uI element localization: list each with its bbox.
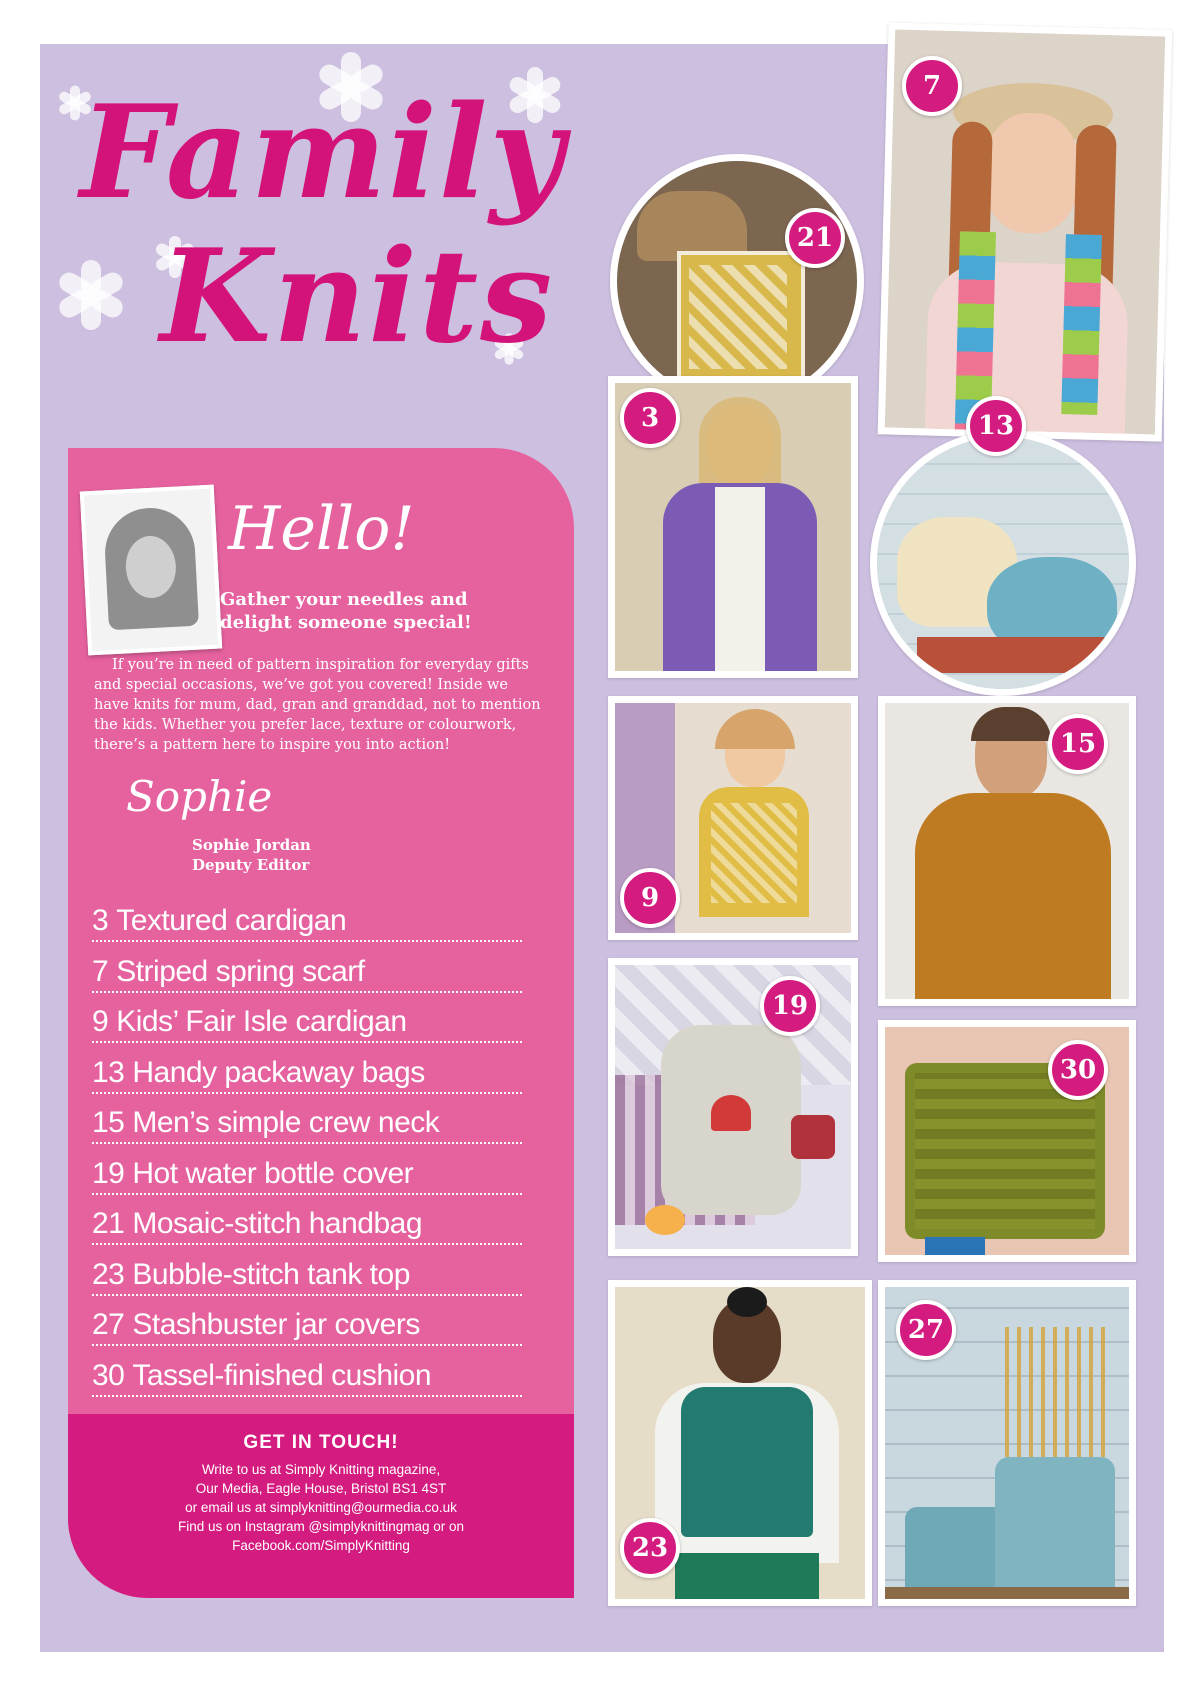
contents-title: Hot water bottle cover	[132, 1156, 414, 1190]
contents-title: Textured cardigan	[116, 904, 347, 937]
page-title-line1: Family	[80, 78, 566, 228]
contents-title: Kids’ Fair Isle cardigan	[116, 1005, 407, 1038]
contents-page-number: 30	[92, 1358, 125, 1392]
greeting: Hello!	[228, 494, 415, 564]
contact-details	[68, 1460, 574, 1555]
contents-item[interactable]	[92, 1351, 522, 1397]
contents-item[interactable]	[92, 1300, 522, 1346]
page-title-line2: Knits	[160, 222, 555, 372]
intro-text: If you’re in need of pattern inspiration for everyday gifts and special occasions, we’ve got you covered! Inside we have knits for mum, dad, gran and granddad, not to mention the kids. Whether you prefer lace, texture or colourwork, there’s a pattern here to inspire you into action!	[94, 657, 541, 753]
contents-page-number: 23	[92, 1257, 125, 1291]
page-badge: 23	[620, 1518, 680, 1578]
tagline: Gather your needles and delight someone special!	[220, 589, 472, 633]
contents-item[interactable]	[92, 1199, 522, 1245]
contents-title: Striped spring scarf	[116, 954, 365, 988]
contents-item[interactable]	[92, 1048, 522, 1094]
page-badge: 15	[1048, 714, 1108, 774]
contents-page-number: 27	[92, 1308, 125, 1341]
photo-bags[interactable]	[870, 430, 1136, 696]
page-badge: 30	[1048, 1040, 1108, 1100]
photo-hot-water-bottle[interactable]	[608, 958, 858, 1256]
contents-title: Handy packaway bags	[132, 1055, 425, 1089]
contact-line: Our Media, Eagle House, Bristol BS1 4ST	[195, 1481, 447, 1496]
contents-page-number: 21	[92, 1207, 125, 1240]
editor-name: Sophie Jordan	[192, 836, 311, 854]
contents-item[interactable]	[92, 896, 522, 942]
editor-signature: Sophie	[126, 772, 273, 821]
contact-instagram[interactable]: Find us on Instagram @simplyknittingmag or on	[177, 1519, 465, 1534]
contents-page-number: 7	[92, 954, 109, 988]
contents-item[interactable]	[92, 947, 522, 993]
contents-item[interactable]	[92, 1149, 522, 1195]
contents-title: Men’s simple crew neck	[132, 1106, 440, 1139]
page-badge: 21	[785, 208, 845, 268]
editor-role: Deputy Editor	[192, 856, 310, 874]
contents-page-number: 9	[92, 1005, 109, 1038]
page-badge: 7	[902, 56, 962, 116]
contents-page-number: 19	[92, 1156, 125, 1190]
page-badge: 3	[620, 388, 680, 448]
contents-title: Mosaic-stitch handbag	[132, 1207, 423, 1240]
contents-page-number: 15	[92, 1106, 125, 1139]
page-badge: 27	[896, 1300, 956, 1360]
contact-line: Write to us at Simply Knitting magazine,	[201, 1462, 441, 1477]
contents-page-number: 3	[92, 904, 109, 937]
contact-email[interactable]: or email us at simplyknitting@ourmedia.co.uk	[185, 1500, 457, 1515]
photo-handbag[interactable]	[610, 154, 864, 408]
page-badge: 9	[620, 868, 680, 928]
page-badge: 13	[966, 396, 1026, 456]
contents-item[interactable]	[92, 1250, 522, 1296]
contact-facebook[interactable]: Facebook.com/SimplyKnitting	[232, 1538, 410, 1553]
contents-title: Bubble-stitch tank top	[132, 1257, 410, 1291]
contents-item[interactable]	[92, 1098, 522, 1144]
contents-item[interactable]	[92, 997, 522, 1043]
contents-title: Stashbuster jar covers	[132, 1308, 420, 1341]
contents-title: Tassel-finished cushion	[132, 1358, 432, 1392]
flower-decoration	[56, 260, 126, 330]
page-badge: 19	[760, 976, 820, 1036]
editor-photo	[80, 485, 222, 656]
contents-page-number: 13	[92, 1055, 125, 1089]
contact-heading: GET IN TOUCH!	[243, 1432, 399, 1453]
contents-list	[92, 896, 522, 1401]
